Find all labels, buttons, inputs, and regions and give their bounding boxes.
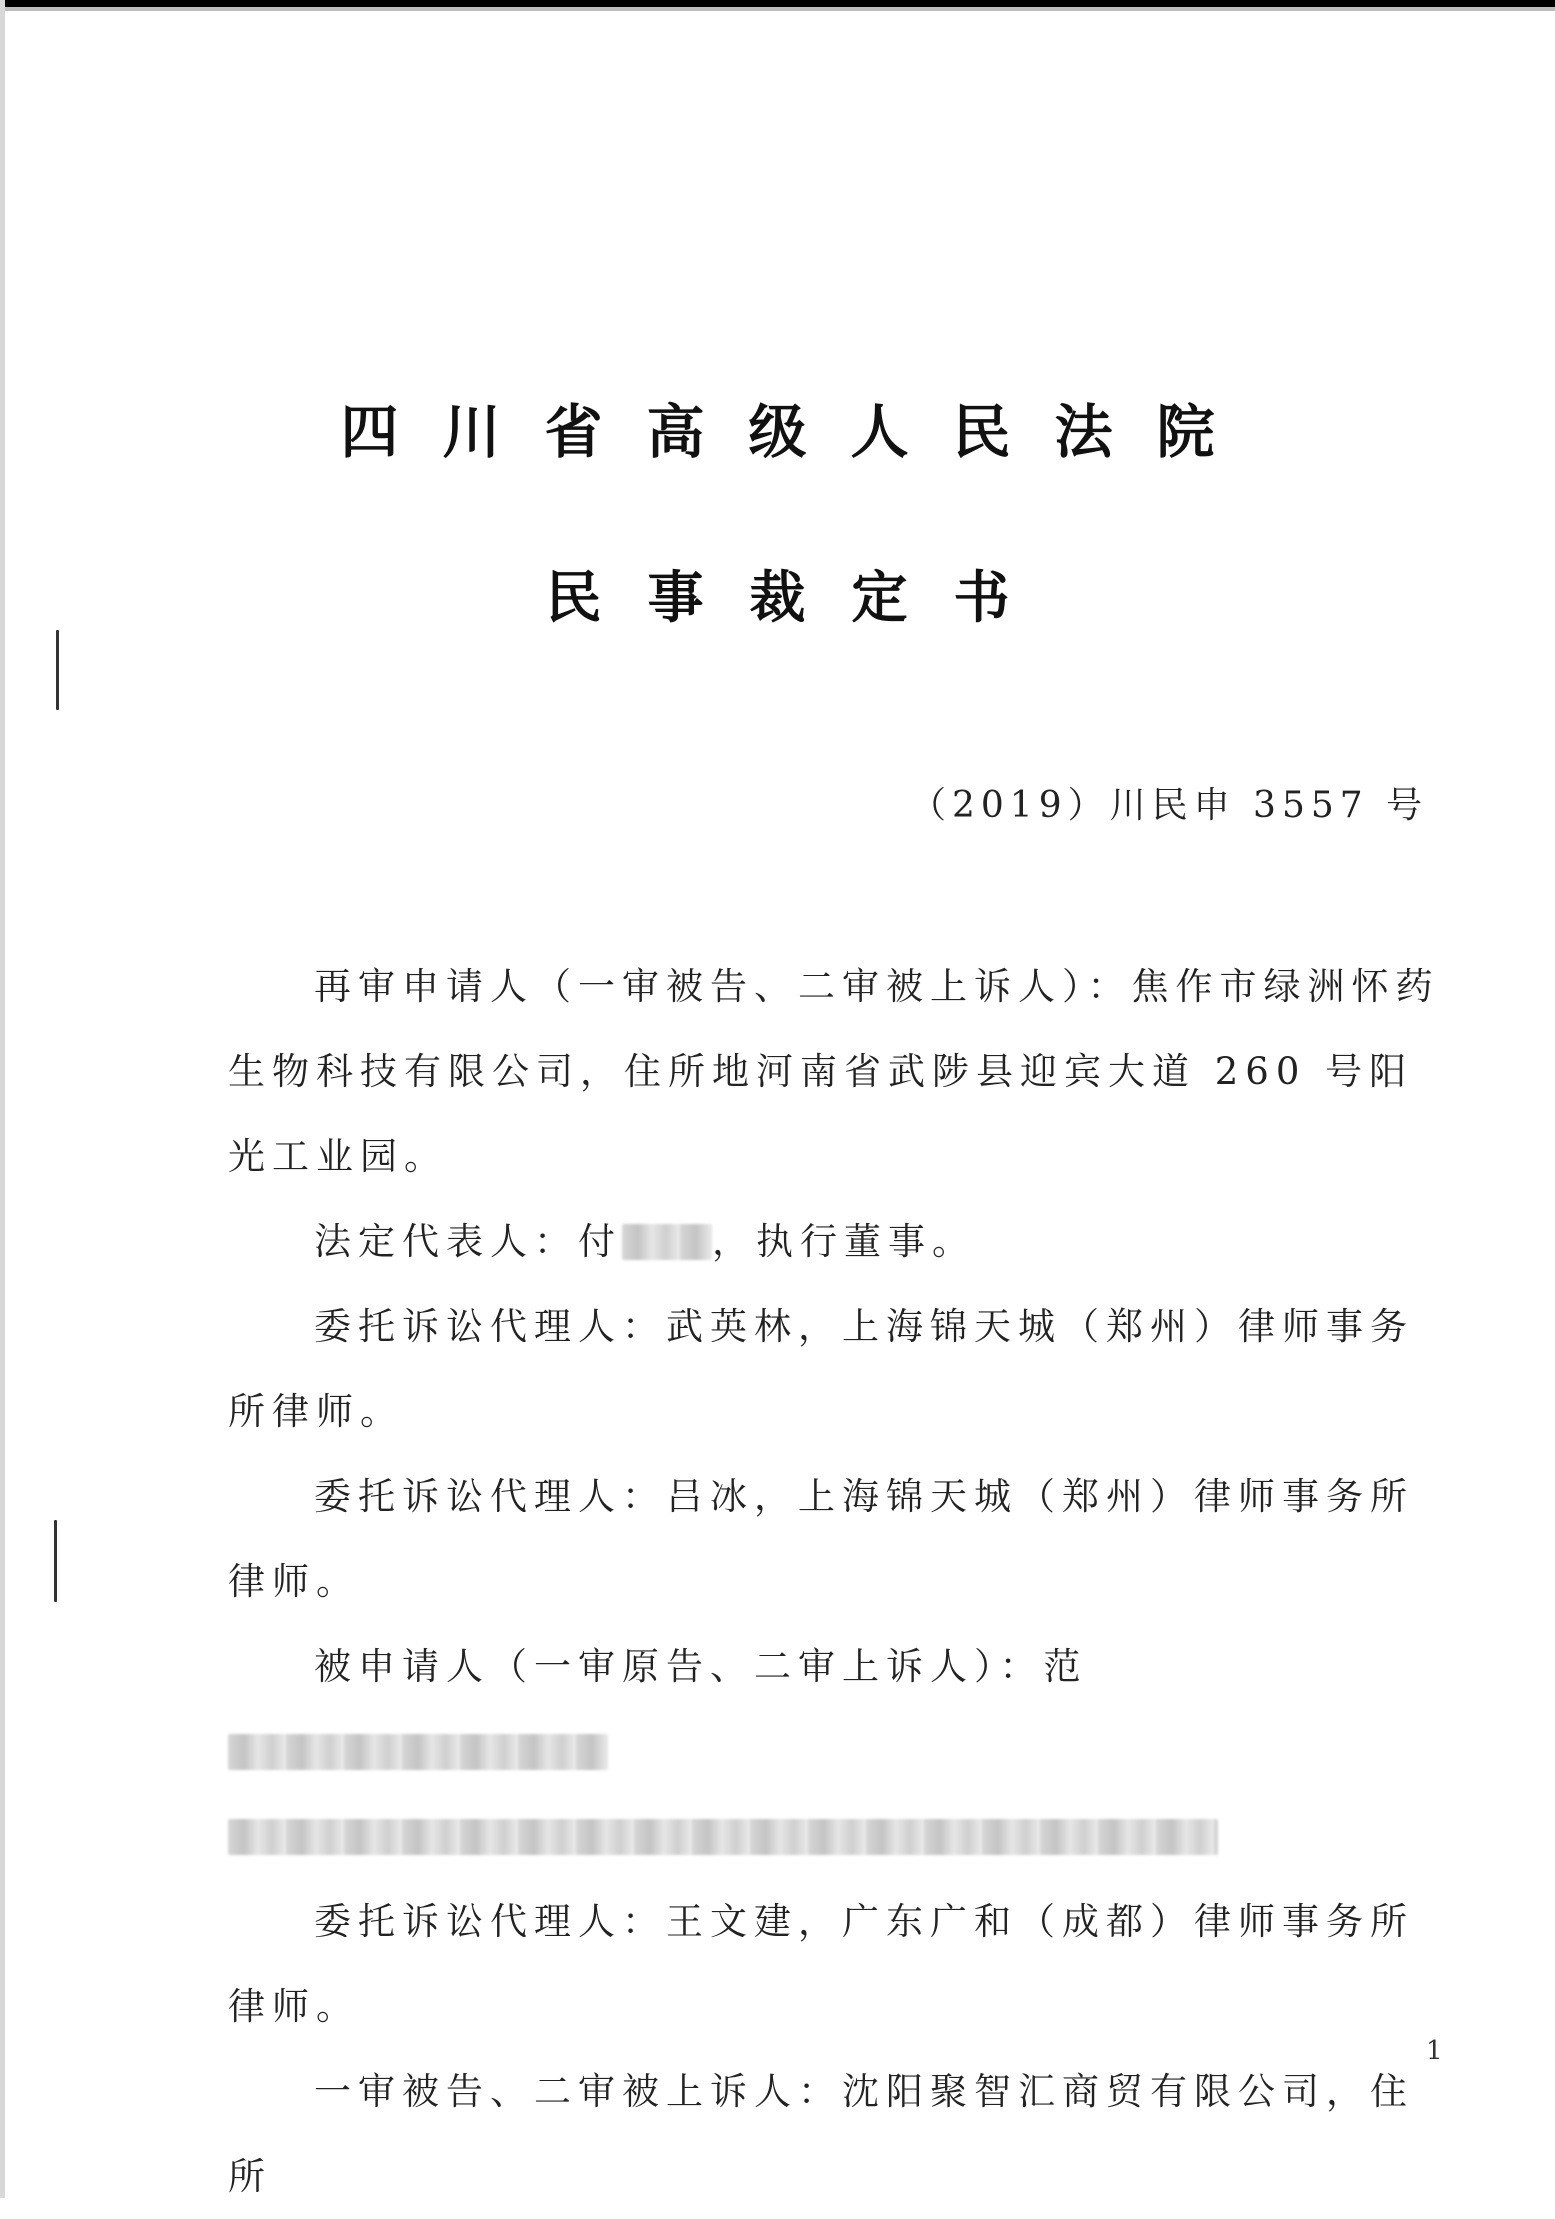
scan-left-edge xyxy=(0,0,5,2198)
paragraph-agent-3: 委托诉讼代理人：王文建，广东广和（成都）律师事务所律师。 xyxy=(228,1900,1414,2028)
scan-top-border xyxy=(0,0,1555,7)
binding-mark xyxy=(56,630,59,710)
redacted-block xyxy=(228,1734,608,1770)
paragraph-agent-2: 委托诉讼代理人：吕冰，上海锦天城（郑州）律师事务所律师。 xyxy=(228,1475,1414,1603)
legal-representative-label: 法定代表人：付 xyxy=(314,1220,622,1263)
respondent-label: 被申请人（一审原告、二审上诉人）：范 xyxy=(314,1645,1088,1688)
document-body xyxy=(228,944,1446,2219)
redacted-block xyxy=(228,1819,1218,1855)
paragraph-agent-1: 委托诉讼代理人：武英林，上海锦天城（郑州）律师事务所律师。 xyxy=(228,1305,1414,1433)
case-number: （2019）川民申 3557 号 xyxy=(910,785,1429,826)
paragraph-applicant: 再审申请人（一审被告、二审被上诉人）：焦作市绿洲怀药生物科技有限公司，住所地河南省武陟县迎宾大道 260 号阳光工业园。 xyxy=(228,965,1440,1178)
legal-representative-title: ，执行董事。 xyxy=(712,1220,976,1263)
binding-mark xyxy=(54,1520,57,1602)
paragraph-first-instance-defendant: 一审被告、二审被上诉人：沈阳聚智汇商贸有限公司，住所 xyxy=(228,2070,1414,2198)
redacted-name-block xyxy=(622,1224,712,1260)
court-name-heading: 四川省高级人民法院 xyxy=(340,398,1259,466)
page-number: 1 xyxy=(1426,2036,1443,2066)
paragraph-legal-representative xyxy=(228,1199,1446,1284)
document-type-heading: 民事裁定书 xyxy=(545,565,1056,631)
scan-top-shadow xyxy=(0,7,1555,11)
paragraph-respondent xyxy=(228,1624,1446,1879)
